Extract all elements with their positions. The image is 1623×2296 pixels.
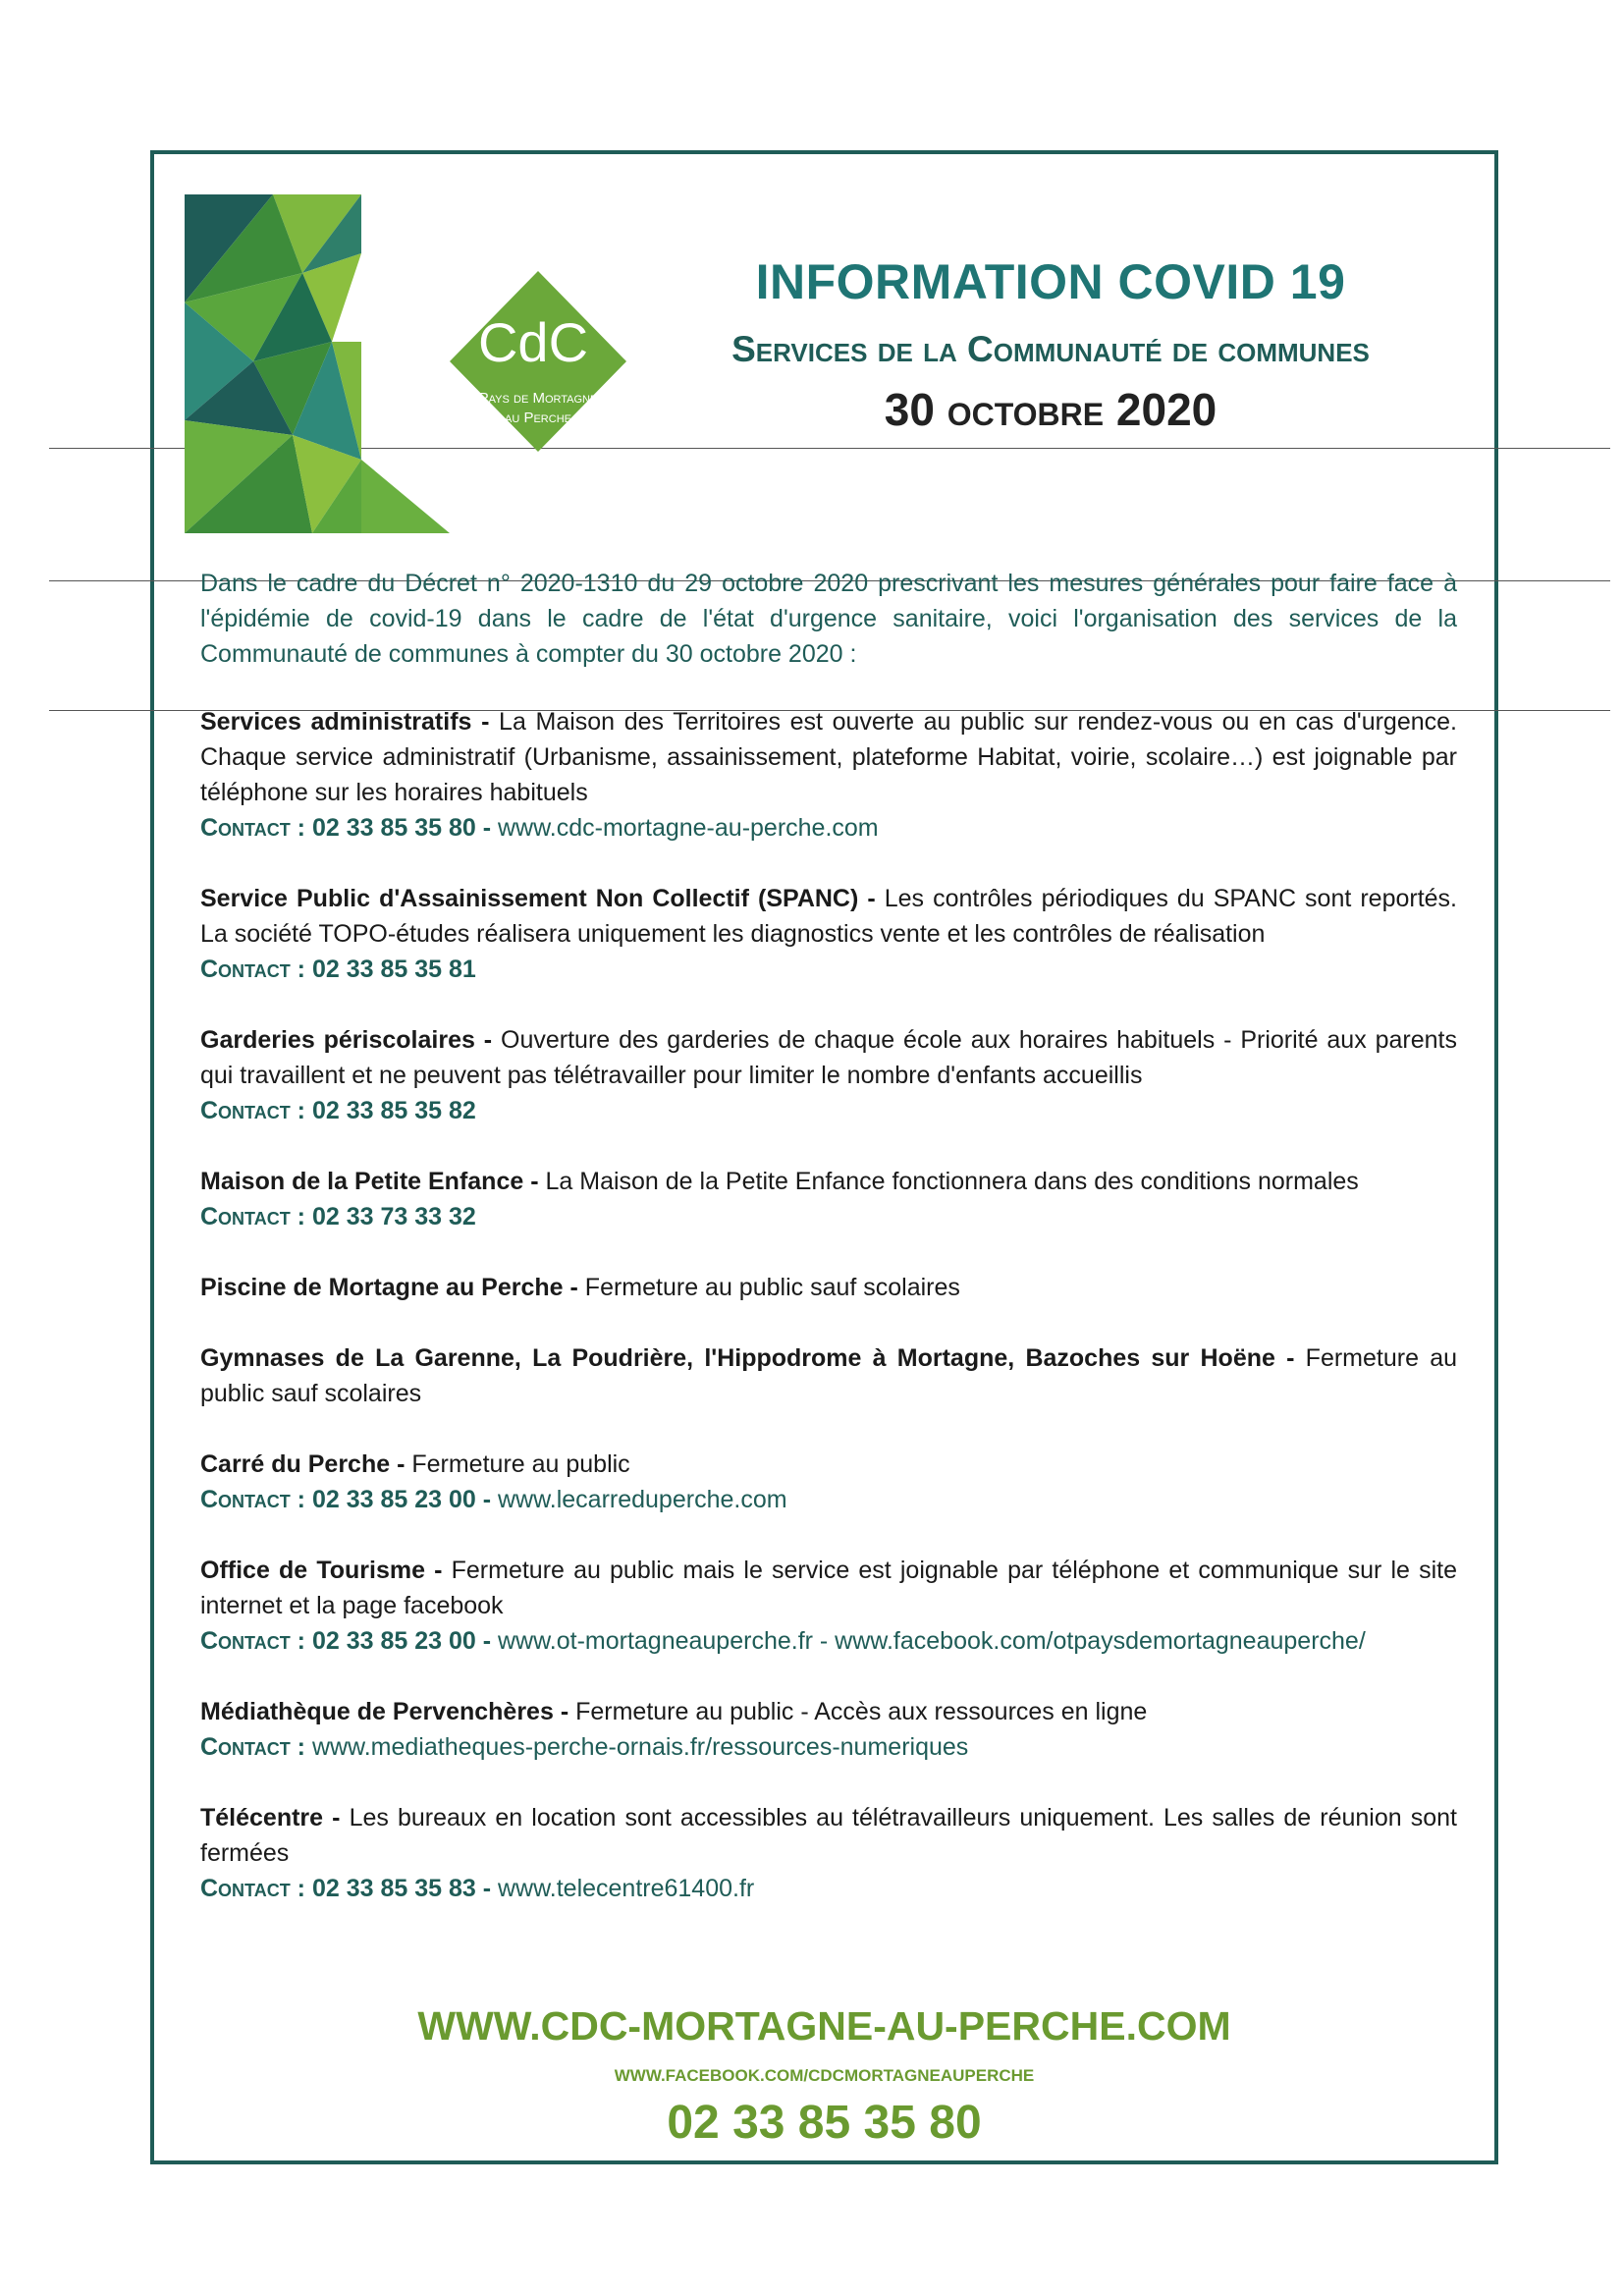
footer-phone: 02 33 85 35 80 [667,2097,982,2149]
service-section [200,1270,1457,1305]
service-description: Fermeture au public sauf scolaires [200,1344,1458,1407]
contact-link[interactable]: www.lecarreduperche.com [497,1486,787,1513]
contact-line: Contact : 02 33 85 35 80 - www.cdc-mortagne-au-perche.com [200,814,879,842]
service-description: Fermeture au public - Accès aux ressources en ligne [575,1698,1148,1725]
contact-label: Contact : [200,1097,305,1124]
contact-label: Contact : [200,1733,305,1761]
separator: - [323,1804,350,1831]
separator: - [471,708,500,736]
contact-line [200,1093,1457,1128]
service-name: Garderies périscolaires [200,1026,475,1054]
service-description: La Maison des Territoires est ouverte au public sur rendez-vous ou en cas d'urgence. Chaque service administratif (Urbanisme, assainissement, plateforme Habitat, voirie, scolaire…) est joignable par téléphone sur les horaires habituels [200,708,1457,806]
separator: - [390,1450,412,1478]
contact-line [200,1199,1457,1234]
logo-line-1: Pays de Mortagne [478,390,598,407]
service-name: Médiathèque de Pervenchères [200,1698,554,1725]
footer-facebook[interactable]: WWW.FACEBOOK.COM/CDCMORTAGNEAUPERCHE [614,2066,1035,2085]
service-description: Les contrôles périodiques du SPANC sont reportés. La société TOPO-études réalisera uniquement les diagnostics vente et les contrôles de réalisation [200,885,1457,948]
contact-link[interactable]: www.cdc-mortagne-au-perche.com [497,814,879,842]
service-section [200,1694,1457,1765]
contact-link[interactable]: www.ot-mortagneauperche.fr - www.facebook.com/otpaysdemortagneauperche/ [497,1627,1366,1655]
separator: - [858,885,885,912]
contact-phone: 02 33 85 23 00 [311,1486,476,1513]
service-description: Ouverture des garderies de chaque école aux horaires habituels - Priorité aux parents qui travaillent et ne peuvent pas télétravailler pour limiter le nombre d'enfants accueillis [200,1026,1457,1089]
contact-line [200,1729,1457,1765]
contact-label: Contact : [200,956,305,983]
separator: - [1274,1344,1306,1372]
intro-paragraph: Dans le cadre du Décret n° 2020-1310 du 29 octobre 2020 prescrivant les mesures générales pour faire face à l'épidémie de covid-19 dans le cadre de l'état d'urgence sanitaire, voici l'organisation des services de la Communauté de communes à compter du 30 octobre 2020 : [200,570,1457,668]
service-name: Piscine de Mortagne au Perche [200,1274,564,1301]
separator: - [425,1557,452,1584]
contact-link[interactable]: www.telecentre61400.fr [497,1875,755,1902]
service-section [200,1340,1457,1411]
service-section [200,1553,1457,1659]
service-name: Maison de la Petite Enfance [200,1168,524,1195]
service-sections [200,704,1457,1941]
service-name: Télécentre [200,1804,324,1831]
contact-phone: 02 33 85 35 80 [311,814,476,842]
separator: - [474,1026,502,1054]
contact-phone: 02 33 73 33 32 [311,1203,476,1230]
service-section [200,704,1457,846]
contact-label: Contact : [200,1627,305,1655]
contact-label: Contact : [200,1875,305,1902]
service-description: Les bureaux en location sont accessibles au télétravailleurs uniquement. Les salles de réunion sont fermées [200,1804,1458,1867]
service-section [200,1447,1457,1517]
service-section [200,1164,1457,1234]
contact-phone: 02 33 85 35 82 [311,1097,476,1124]
service-description: Fermeture au public [411,1450,630,1478]
service-name: Carré du Perche [200,1450,391,1478]
service-section [200,1022,1457,1128]
service-section [200,881,1457,987]
service-section [200,1800,1457,1906]
service-description: La Maison de la Petite Enfance fonctionnera dans des conditions normales [545,1168,1359,1195]
contact-label: Contact : [200,1203,305,1230]
contact-link[interactable]: www.mediatheques-perche-ornais.fr/ressources-numeriques [311,1733,969,1761]
contact-label: Contact : [200,1486,305,1513]
contact-line: Contact : 02 33 85 35 83 - www.telecentre61400.fr [200,1875,755,1902]
service-description: Fermeture au public mais le service est joignable par téléphone et communique sur le site internet et la page facebook [200,1557,1457,1619]
footer-website[interactable]: WWW.CDC-MORTAGNE-AU-PERCHE.COM [417,2003,1231,2049]
service-description: Fermeture au public sauf scolaires [584,1274,960,1301]
contact-phone: 02 33 85 23 00 [311,1627,476,1655]
logo-line-2: au Perche [505,410,571,426]
separator: - [553,1698,576,1725]
cdc-logo [185,194,626,533]
page-date: 30 octobre 2020 [884,384,1217,435]
service-name: Office de Tourisme [200,1557,425,1584]
page-title: INFORMATION COVID 19 [755,254,1346,309]
contact-phone: 02 33 85 35 81 [311,956,476,983]
contact-line: Contact : 02 33 85 23 00 - www.ot-mortagneauperche.fr - www.facebook.com/otpaysdemortagneauperche/ [200,1627,1366,1655]
service-name: Gymnases de La Garenne, La Poudrière, l'Hippodrome à Mortagne, Bazoches sur Hoëne [200,1344,1275,1372]
contact-line: Contact : 02 33 85 23 00 - www.lecarreduperche.com [200,1486,787,1513]
cdc-logo-graphic [185,194,626,533]
contact-label: Contact : [200,814,305,842]
page-subtitle: Services de la Communauté de communes [731,329,1370,369]
separator: - [523,1168,546,1195]
service-name: Service Public d'Assainissement Non Collectif (SPANC) [200,885,859,912]
contact-phone: 02 33 85 35 83 [311,1875,476,1902]
contact-line [200,952,1457,987]
logo-brand-text: CdC [477,311,589,373]
service-name: Services administratifs [200,708,472,736]
separator: - [563,1274,585,1301]
